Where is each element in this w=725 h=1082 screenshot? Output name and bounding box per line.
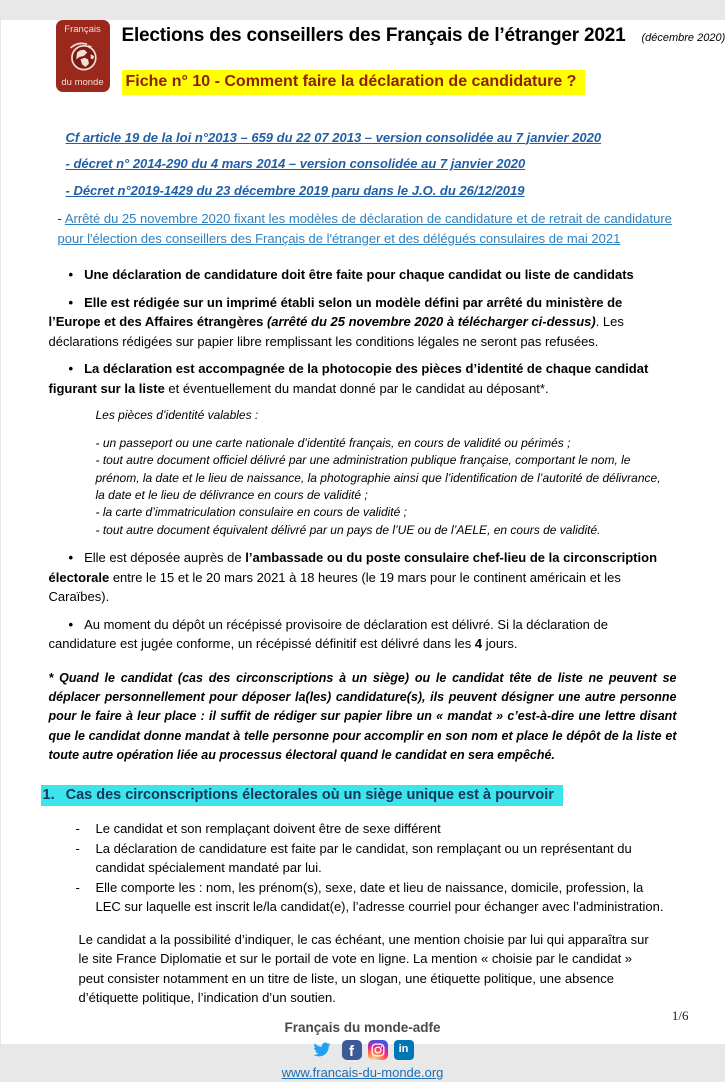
bullet-photocopie-pieces: • La déclaration est accompagnée de la photocopie des pièces d’identité de chaque candidat figurant sur la liste et éventuellement du mandat donné par le candidat au déposant*. — [49, 359, 677, 398]
logo-text-bottom: du monde — [61, 78, 103, 88]
deposit-bullets — [49, 548, 677, 654]
list-item: - Elle comporte les : nom, les prénom(s), sexe, date et lieu de naissance, domicile, profession, la LEC sur laquelle est inscrit le/la candidat(e), l’adresse courriel pour échanger avec l’administration. — [76, 878, 665, 917]
id-piece-item: - tout autre document équivalent délivré par un pays de l’UE ou de l’AELE, en cours de validité. — [96, 522, 665, 539]
fiche-subtitle: Fiche n° 10 - Comment faire la déclaration de candidature ? — [122, 70, 586, 95]
link-arrete-2020[interactable]: Arrêté du 25 novembre 2020 fixant les modèles de déclaration de candidature et de retrait de candidature pour l'élection des conseillers des Français de l'étranger et des délégués consulaires de mai 2021 — [58, 211, 672, 246]
link-decret-2014-290[interactable]: - décret n° 2014-290 du 4 mars 2014 – version consolidée au 7 janvier 2020 — [66, 156, 526, 171]
facebook-icon[interactable]: f — [342, 1040, 362, 1060]
id-piece-item: - tout autre document officiel délivré par une administration publique française, comportant le nom, le prénom, la date et le lieu de naissance, la photographie ainsi que l’identification de l’autorité de délivrance, la date et le lieu de délivrance en cours de validité ; — [96, 452, 665, 504]
dash-glyph: - — [76, 819, 96, 839]
bullet-recepisse: • Au moment du dépôt un récépissé provisoire de déclaration est délivré. Si la déclaration de candidature est jugée conforme, un récépissé définitif est délivré dans les 4 jours. — [49, 615, 677, 654]
bullet-glyph: • — [69, 267, 74, 282]
document-page — [1, 20, 725, 1044]
page-number: 1/6 — [672, 1008, 689, 1024]
social-icons-row — [1, 1039, 725, 1061]
header-text — [122, 20, 725, 109]
id-pieces-intro: Les pièces d’identité valables : — [96, 407, 665, 424]
main-bullets — [49, 265, 677, 398]
footer — [1, 1020, 725, 1082]
linkedin-icon[interactable]: in — [394, 1040, 414, 1060]
list-item: - La déclaration de candidature est faite par le candidat, son remplaçant ou un représentant du candidat spécialement mandaté par lui. — [76, 839, 665, 878]
list-item: - Le candidat et son remplaçant doivent être de sexe différent — [76, 819, 665, 839]
link-decret-2019-1429[interactable]: - Décret n°2019-1429 du 23 décembre 2019 paru dans le J.O. du 26/12/2019 — [66, 183, 525, 198]
footer-url-link[interactable]: www.francais-du-monde.org — [282, 1065, 444, 1080]
date-note: (décembre 2020) — [641, 32, 725, 44]
globe-icon — [66, 39, 100, 73]
instagram-icon[interactable] — [368, 1040, 388, 1060]
bullet-depot-ambassade: • Elle est déposée auprès de l’ambassade ou du poste consulaire chef-lieu de la circonscription électorale entre le 15 et le 20 mars 2021 à 18 heures (le 19 mars pour le continent américain et les Caraïbes). — [49, 548, 677, 607]
header — [56, 20, 725, 109]
id-pieces-block — [96, 407, 665, 539]
francais-du-monde-logo — [56, 20, 110, 92]
twitter-icon[interactable] — [312, 1040, 336, 1060]
bullet-glyph: • — [69, 617, 74, 632]
dash-glyph: - — [76, 878, 96, 917]
page-title: Elections des conseillers des Français de l’étranger 2021 — [122, 25, 626, 46]
id-piece-item: - un passeport ou une carte nationale d’identité français, en cours de validité ou périmés ; — [96, 435, 665, 452]
id-piece-item: - la carte d’immatriculation consulaire en cours de validité ; — [96, 504, 665, 521]
link-loi-2013-659[interactable]: Cf article 19 de la loi n°2013 – 659 du 22 07 2013 – version consolidée au 7 janvier 2020 — [66, 130, 602, 145]
section-1-heading — [41, 785, 677, 806]
bullet-glyph: • — [69, 550, 74, 565]
bullet-declaration-obligatoire: • Une déclaration de candidature doit être faite pour chaque candidat ou liste de candidats — [49, 265, 677, 285]
section-number: 1. — [43, 787, 55, 803]
legal-links-block — [66, 129, 677, 250]
bullet-glyph: • — [69, 361, 74, 376]
bullet-imprime-modele: • Elle est rédigée sur un imprimé établi selon un modèle défini par arrêté du ministère de l’Europe et des Affaires étrangères (arrêté du 25 novembre 2020 à télécharger ci-dessus). Les déclarations rédigées sur papier libre remplissant les conditions légales ne seront pas refusées. — [49, 293, 677, 352]
footnote-mandat: * Quand le candidat (cas des circonscriptions à un siège) ou le candidat tête de liste ne peuvent se déplacer personnellement pour déposer la(les) candidature(s), ils peuvent désigner une autre personne pour le faire à leur place : il suffit de rédiger sur papier libre un « mandat » c’est-à-dire une lettre disant que le candidat donne mandat à telle personne pour accomplir en son nom et place le dépôt de la liste et toute autre opération liée au processus électoral quand le candidat en sera empêché. — [49, 669, 677, 766]
section-title: Cas des circonscriptions électorales où un siège unique est à pourvoir — [66, 787, 554, 803]
link-arrete-dash: - — [58, 211, 65, 226]
bullet-glyph: • — [69, 295, 74, 310]
dash-glyph: - — [76, 839, 96, 878]
footer-org-name: Français du monde-adfe — [1, 1020, 725, 1035]
logo-text-top: Français — [64, 25, 100, 35]
section-1-list — [76, 819, 665, 917]
mention-paragraph: Le candidat a la possibilité d’indiquer, le cas échéant, une mention choisie par lui qui apparaîtra sur le site France Diplomatie et sur le portail de vote en ligne. La mention « choisie par le candidat » peut consister notamment en un titre de liste, un slogan, une étiquette politique, une absence d’étiquette politique, l’indication d’un soutien. — [79, 930, 659, 1008]
